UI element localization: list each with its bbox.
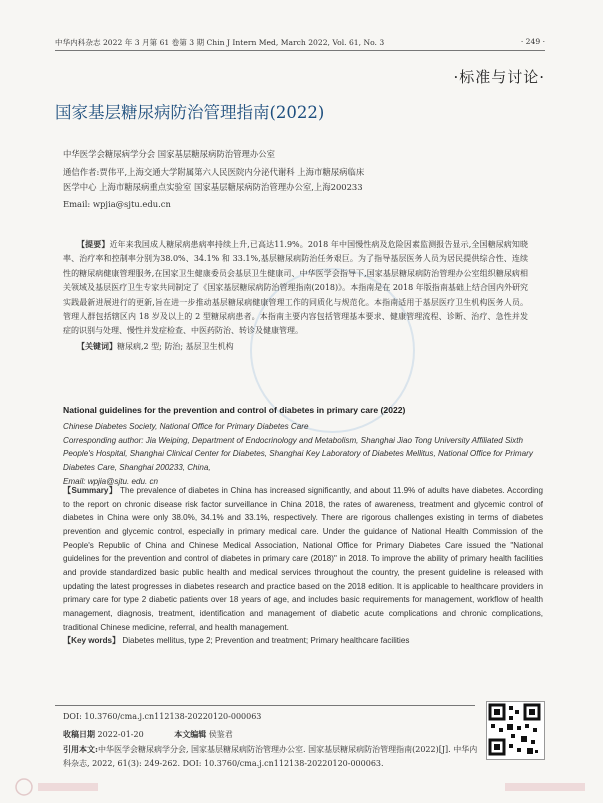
keywords-cn: 糖尿病,2 型; 防治; 基层卫生机构 — [117, 341, 234, 351]
doi: DOI: 10.3760/cma.j.cn112138-20220120-000063 — [63, 712, 262, 721]
citation-block — [63, 742, 483, 771]
keywords-en: Diabetes mellitus, type 2; Prevention and treatment; Primary healthcare facilities — [122, 636, 410, 646]
running-header — [55, 37, 545, 48]
footer-divider — [55, 705, 475, 706]
keywords-en-label: 【Key words】 — [63, 636, 121, 646]
journal-citation: 中华内科杂志 2022 年 3 月第 61 卷第 3 期 Chin J Intern Med, March 2022, Vol. 61, No. 3 — [55, 38, 385, 47]
english-abstract — [63, 484, 543, 648]
article-title: 国家基层糖尿病防治管理指南(2022) — [55, 103, 325, 122]
publisher-logo-watermark — [0, 775, 603, 799]
english-email: Email: wpjia@sjtu. edu. cn — [63, 476, 159, 486]
abstract-cn-label: 【提要】 — [77, 239, 110, 249]
keywords-cn-label: 【关键词】 — [77, 340, 117, 351]
page-number: · 249 · — [520, 37, 545, 46]
received-date: 2022-01-20 — [97, 730, 144, 739]
received-label: 收稿日期 — [63, 729, 95, 739]
received-line — [63, 727, 233, 742]
english-title: National guidelines for the prevention and control of diabetes in primary care (2022) — [63, 405, 406, 415]
editor-label: 本文编辑 — [174, 729, 207, 739]
qr-code-icon — [486, 701, 545, 760]
corresponding-cn-line1: 通信作者:贾伟平,上海交通大学附属第六人民医院内分泌代谢科 上海市糖尿病临床 — [63, 167, 365, 177]
english-corresponding: Corresponding author: Jia Weiping, Department of Endocrinology and Metabolism, Shanghai Jiao Tong University Affiliated Sixth People's Hospital, Shanghai Clinical Center for Diabetes, Shanghai Key Laboratory of Diabetes Mellitus, National Office for Primary Diabetes Care, Shanghai 200233, China, — [63, 435, 533, 473]
authors-cn-line1: 中华医学会糖尿病学分会 国家基层糖尿病防治管理办公室 — [63, 149, 276, 159]
english-authors: Chinese Diabetes Society, National Office for Primary Diabetes Care — [63, 422, 309, 431]
abstract-cn — [63, 237, 528, 354]
header-divider — [55, 50, 545, 51]
abstract-cn-text: 近年来我国成人糖尿病患病率持续上升,已高达11.9%。2018 年中国慢性病及危险因素监测报告显示,全国糖尿病知晓率、治疗率和控制率分别为38.0%、34.1% 和 33.1%,基层糖尿病防治任务艰巨。为了指导基层医务人员为居民提供综合性、连续性的糖尿病健康管理服务,在国家卫生健康委员会基层卫生健康司、中华医学会指导下,国家基层糖尿病防治管理办公室组织糖尿病相关领域及基层医疗卫生专家共同制定了《国家基层糖尿病防治管理指南(2018)》。本指南是在 2018 年版指南基础上结合国内外研究实践最新进展进行的更新,旨在进一步推动基层糖尿病健康管理工作的同质化与规范化。本指南适用于基层医疗卫生机构医务人员。管理人群包括辖区内 18 岁及以上的 2 型糖尿病患者。本指南主要内容包括管理基本要求、健康管理流程、诊断、治疗、急性并发症的识别与处理、慢性并发症检查、中医药防治、转诊及健康管理。 — [63, 240, 528, 336]
editor-name: 侯鉴君 — [208, 730, 233, 739]
email-cn: Email: wpjia@sjtu.edu.cn — [63, 199, 171, 209]
summary-text: The prevalence of diabetes in China has increased significantly, and about 11.9% of adults have diabetes. According to the report on chronic disease risk factor surveillance in China 2018, the rates of awareness, treatment and glycemic control of diabetes in China were only 38.0%, 34.1% and 33.1%, respectively. There are rigorous challenges existing in terms of diabetes prevention and glycemic control, especially in primary medical care. Under the guidance of National Health Commission of the People's Republic of China and Chinese Medical Association, National Office for Primary Diabetes Care issued the "National guidelines for the prevention and control of diabetes in primary care (2018)" in 2018. To improve the ability of primary health facilities and provide standardized basic public health and medical services throughout the country, the present guideline is released with updating the latest progresses in diabetes research and practice based on the 2018 edition. It is applicable to healthcare providers in primary care for type 2 diabetic patients over 18 years of age, and includes basic requirements for management, workflow of health management, diagnosis, treatment, identification and management of diabetic acute complications and chronic complications, traditional Chinese medicine, referral, and health management. — [63, 486, 543, 632]
section-label: ·标准与讨论· — [453, 68, 545, 86]
corresponding-cn-line2: 医学中心 上海市糖尿病重点实验室 国家基层糖尿病防治管理办公室,上海200233 — [63, 182, 363, 192]
english-authors-block — [63, 420, 543, 489]
cite-label: 引用本文: — [63, 744, 98, 754]
summary-label: 【Summary】 — [63, 486, 118, 495]
cite-text: 中华医学会糖尿病学分会, 国家基层糖尿病防治管理办公室. 国家基层糖尿病防治管理指南(2022)[J]. 中华内科杂志, 2022, 61(3): 249-262. DOI: 10.3760/cma.j.cn112138-20220120-000063. — [63, 745, 478, 768]
